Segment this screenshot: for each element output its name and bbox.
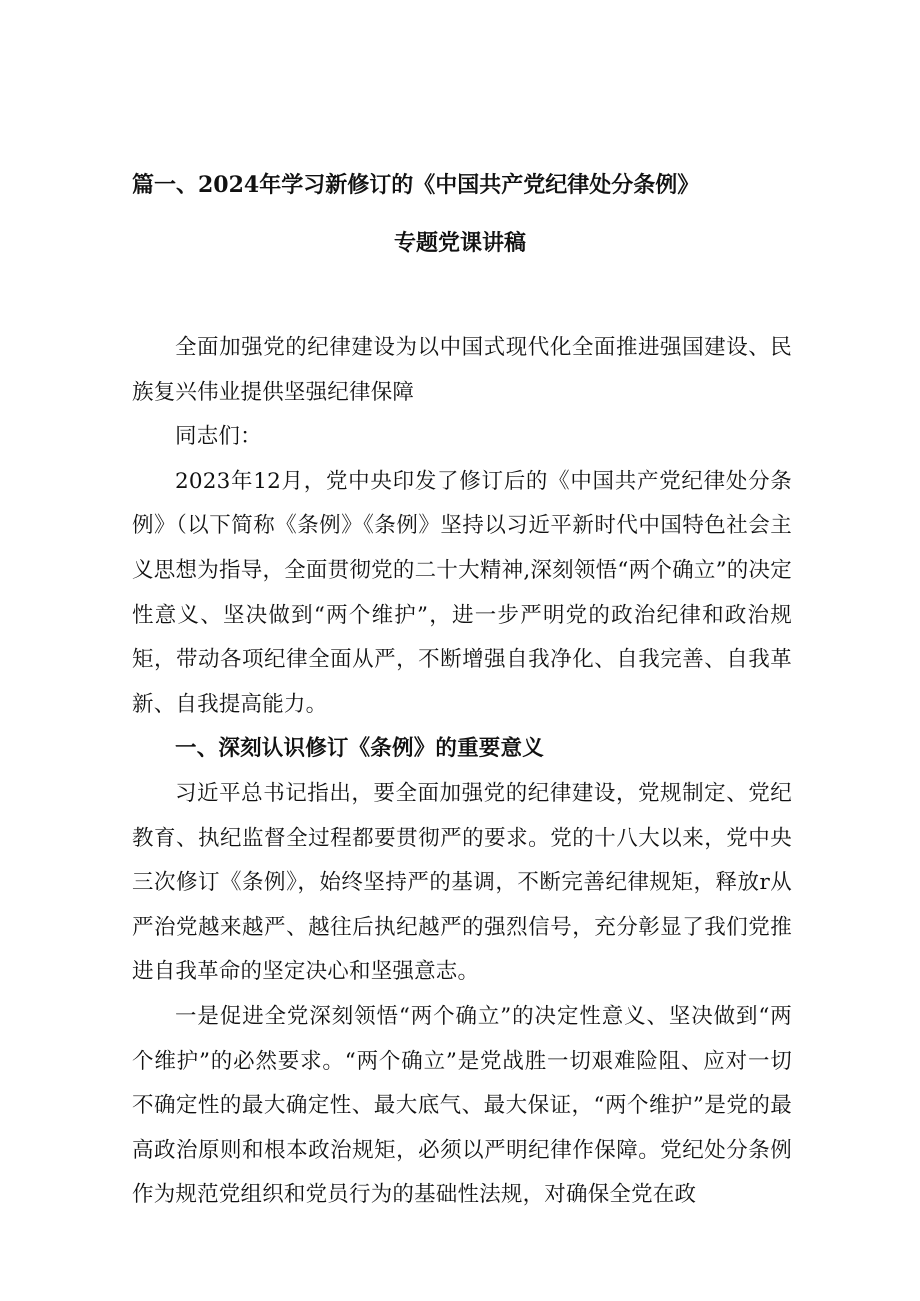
document-title-line1: 篇一、2024年学习新修订的《中国共产党纪律处分条例》: [132, 172, 700, 198]
paragraph-point-1: 一是促进全党深刻领悟“两个确立”的决定性意义、坚决做到“两个维护”的必然要求。“两个确立”是党战胜一切艰难险阻、应对一切不确定性的最大确定性、最大底气、最大保证，“两个维护”是党的最高政治原则和根本政治规矩，必须以严明纪律作保障。党纪处分条例作为规范党组织和党员行为的基础性法规，对确保全党在政: [132, 1003, 792, 1208]
paragraph-salutation: 同志们：: [175, 424, 262, 450]
section-heading-1: 一、深刻认识修订《条例》的重要意义: [175, 736, 544, 762]
paragraph-intro: 2023年12月，党中央印发了修订后的《中国共产党纪律处分条例》（以下简称《条例》《条例》坚持以习近平新时代中国特色社会主义思想为指导，全面贯彻党的二十大精神,深刻领悟“两个确立”的决定性意义、坚决做到“两个维护”，进一步严明党的政治纪律和政治规矩，带动各项纪律全面从严，不断增强自我净化、自我完善、自我革新、自我提高能力。: [132, 468, 792, 717]
document-body: [132, 326, 792, 1218]
paragraph-section1-body: 习近平总书记指出，要全面加强党的纪律建设，党规制定、党纪教育、执纪监督全过程都要贯彻严的要求。党的十八大以来，党中央三次修订《条例》，始终坚持严的基调，不断完善纪律规矩，释放r从严治党越来越严、越往后执纪越严的强烈信号，充分彰显了我们党推进自我革命的坚定决心和坚强意志。: [132, 780, 792, 985]
paragraph-subtitle: 全面加强党的纪律建设为以中国式现代化全面推进强国建设、民族复兴伟业提供坚强纪律保障: [132, 335, 792, 405]
document-title-line2: 专题党课讲稿: [393, 230, 526, 256]
